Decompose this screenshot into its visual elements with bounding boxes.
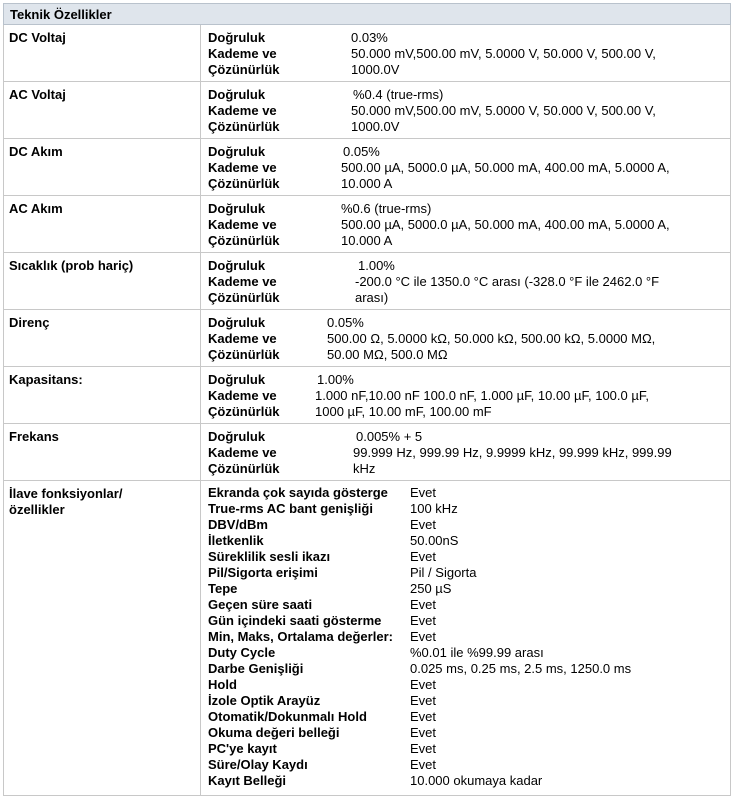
spec-label: Kademe ve xyxy=(208,217,277,232)
spec-label: Kademe ve xyxy=(208,46,277,61)
feature-item xyxy=(201,709,730,725)
spec-value: 0.05% xyxy=(327,315,364,330)
feature-label: DBV/dBm xyxy=(208,517,268,532)
feature-label: Hold xyxy=(208,677,237,692)
feature-value: Evet xyxy=(410,629,437,644)
feature-label: Darbe Genişliği xyxy=(208,661,304,676)
feature-value: Evet xyxy=(410,757,437,772)
spec-line xyxy=(201,461,730,477)
spec-line xyxy=(201,445,730,461)
feature-item xyxy=(201,757,730,773)
spec-label: Kademe ve xyxy=(208,103,277,118)
spec-label: Doğruluk xyxy=(208,144,266,159)
feature-value: %0.01 ile %99.99 arası xyxy=(410,645,544,660)
feature-item xyxy=(201,517,730,533)
spec-line xyxy=(201,46,730,62)
spec-line xyxy=(201,274,730,290)
spec-value: 1000 µF, 10.00 mF, 100.00 mF xyxy=(315,404,492,419)
spec-category: Direnç xyxy=(4,310,201,366)
spec-category: Sıcaklık (prob hariç) xyxy=(4,253,201,309)
table-title: Teknik Özellikler xyxy=(3,3,731,25)
spec-label: Doğruluk xyxy=(208,30,266,45)
spec-line xyxy=(201,30,730,46)
feature-label: Duty Cycle xyxy=(208,645,276,660)
spec-label: Doğruluk xyxy=(208,372,266,387)
feature-value: Evet xyxy=(410,597,437,612)
spec-line xyxy=(201,315,730,331)
feature-label: PC'ye kayıt xyxy=(208,741,277,756)
feature-item xyxy=(201,533,730,549)
features-category-line-2: özellikler xyxy=(9,502,65,517)
feature-label: Okuma değeri belleği xyxy=(208,725,340,740)
feature-label: Otomatik/Dokunmalı Hold xyxy=(208,709,367,724)
feature-value: Evet xyxy=(410,693,437,708)
feature-label: Süreklilik sesli ikazı xyxy=(208,549,331,564)
spec-label: Doğruluk xyxy=(208,429,266,444)
spec-line xyxy=(201,217,730,233)
feature-item xyxy=(201,661,730,677)
feature-label: Ekranda çok sayıda gösterge xyxy=(208,485,388,500)
feature-item xyxy=(201,725,730,741)
feature-item xyxy=(201,773,730,789)
spec-line xyxy=(201,347,730,363)
spec-line xyxy=(201,258,730,274)
spec-row xyxy=(3,196,731,253)
feature-label: Kayıt Belleği xyxy=(208,773,287,788)
spec-line xyxy=(201,144,730,160)
feature-value: Evet xyxy=(410,741,437,756)
spec-label: Kademe ve xyxy=(208,331,277,346)
feature-item xyxy=(201,741,730,757)
spec-value: arası) xyxy=(355,290,389,305)
spec-label: Kademe ve xyxy=(208,388,277,403)
spec-values xyxy=(201,82,730,138)
spec-value: 99.999 Hz, 999.99 Hz, 9.9999 kHz, 99.999 kHz, 999.99 xyxy=(353,445,672,460)
spec-label: Doğruluk xyxy=(208,258,266,273)
spec-value: kHz xyxy=(353,461,376,476)
spec-label: Çözünürlük xyxy=(208,119,280,134)
spec-value: %0.4 (true-rms) xyxy=(353,87,444,102)
spec-label: Çözünürlük xyxy=(208,176,280,191)
spec-value: 0.05% xyxy=(343,144,380,159)
feature-item xyxy=(201,677,730,693)
spec-values xyxy=(201,196,730,252)
spec-values xyxy=(201,367,730,423)
feature-value: 100 kHz xyxy=(410,501,458,516)
spec-values xyxy=(201,139,730,195)
spec-row xyxy=(3,424,731,481)
feature-label: İletkenlik xyxy=(208,533,264,548)
spec-label: Çözünürlük xyxy=(208,233,280,248)
spec-label: Kademe ve xyxy=(208,160,277,175)
spec-value: 10.000 A xyxy=(341,233,393,248)
spec-label: Kademe ve xyxy=(208,445,277,460)
spec-value: 1.000 nF,10.00 nF 100.0 nF, 1.000 µF, 10.00 µF, 100.0 µF, xyxy=(315,388,649,403)
spec-values xyxy=(201,253,730,309)
feature-label: Pil/Sigorta erişimi xyxy=(208,565,318,580)
feature-label: True-rms AC bant genişliği xyxy=(208,501,373,516)
spec-line xyxy=(201,201,730,217)
spec-line xyxy=(201,290,730,306)
spec-line xyxy=(201,160,730,176)
feature-label: Süre/Olay Kaydı xyxy=(208,757,308,772)
spec-row xyxy=(3,367,731,424)
spec-table xyxy=(3,3,731,796)
spec-category: DC Akım xyxy=(4,139,201,195)
feature-item xyxy=(201,613,730,629)
feature-value: Evet xyxy=(410,485,437,500)
spec-category: DC Voltaj xyxy=(4,25,201,81)
feature-item xyxy=(201,485,730,501)
feature-value: 50.00nS xyxy=(410,533,459,548)
spec-line xyxy=(201,176,730,192)
feature-value: 250 µS xyxy=(410,581,452,596)
spec-line xyxy=(201,119,730,135)
features-category-line-1: İlave fonksiyonlar/ xyxy=(9,486,123,501)
features-row xyxy=(3,481,731,796)
spec-category: Frekans xyxy=(4,424,201,480)
feature-label: İzole Optik Arayüz xyxy=(208,693,321,708)
spec-row xyxy=(3,310,731,367)
spec-category: Kapasitans: xyxy=(4,367,201,423)
feature-item xyxy=(201,645,730,661)
spec-value: 50.000 mV,500.00 mV, 5.0000 V, 50.000 V, 500.00 V, xyxy=(351,103,656,118)
spec-category: AC Akım xyxy=(4,196,201,252)
spec-value: %0.6 (true-rms) xyxy=(341,201,432,216)
spec-value: 500.00 µA, 5000.0 µA, 50.000 mA, 400.00 mA, 5.0000 A, xyxy=(341,160,670,175)
features-category xyxy=(4,481,201,795)
spec-label: Çözünürlük xyxy=(208,290,280,305)
spec-label: Çözünürlük xyxy=(208,347,280,362)
spec-line xyxy=(201,87,730,103)
feature-item xyxy=(201,693,730,709)
features-list xyxy=(201,481,730,795)
feature-value: Evet xyxy=(410,549,437,564)
spec-row xyxy=(3,25,731,82)
spec-row xyxy=(3,82,731,139)
spec-value: -200.0 °C ile 1350.0 °C arası (-328.0 °F ile 2462.0 °F xyxy=(355,274,660,289)
feature-value: Evet xyxy=(410,677,437,692)
spec-value: 500.00 Ω, 5.0000 kΩ, 50.000 kΩ, 500.00 kΩ, 5.0000 MΩ, xyxy=(327,331,656,346)
spec-label: Doğruluk xyxy=(208,87,266,102)
feature-label: Geçen süre saati xyxy=(208,597,313,612)
feature-item xyxy=(201,565,730,581)
feature-item xyxy=(201,581,730,597)
spec-line xyxy=(201,404,730,420)
spec-value: 500.00 µA, 5000.0 µA, 50.000 mA, 400.00 mA, 5.0000 A, xyxy=(341,217,670,232)
feature-item xyxy=(201,501,730,517)
spec-value: 0.005% + 5 xyxy=(356,429,423,444)
feature-value: Evet xyxy=(410,709,437,724)
spec-line xyxy=(201,388,730,404)
feature-item xyxy=(201,629,730,645)
feature-value: Evet xyxy=(410,725,437,740)
spec-line xyxy=(201,62,730,78)
spec-label: Çözünürlük xyxy=(208,461,280,476)
spec-rows xyxy=(3,25,731,481)
spec-value: 10.000 A xyxy=(341,176,393,191)
spec-line xyxy=(201,372,730,388)
spec-line xyxy=(201,103,730,119)
spec-value: 1.00% xyxy=(358,258,395,273)
spec-row xyxy=(3,139,731,196)
spec-value: 50.000 mV,500.00 mV, 5.0000 V, 50.000 V, 500.00 V, xyxy=(351,46,656,61)
spec-value: 0.03% xyxy=(351,30,388,45)
spec-line xyxy=(201,233,730,249)
feature-value: Pil / Sigorta xyxy=(410,565,477,580)
spec-label: Doğruluk xyxy=(208,201,266,216)
spec-values xyxy=(201,310,730,366)
feature-value: 10.000 okumaya kadar xyxy=(410,773,543,788)
spec-value: 1000.0V xyxy=(351,119,400,134)
spec-value: 1000.0V xyxy=(351,62,400,77)
feature-value: Evet xyxy=(410,613,437,628)
spec-label: Kademe ve xyxy=(208,274,277,289)
spec-line xyxy=(201,331,730,347)
feature-label: Gün içindeki saati gösterme xyxy=(208,613,382,628)
spec-values xyxy=(201,25,730,81)
spec-label: Çözünürlük xyxy=(208,404,280,419)
spec-value: 50.00 MΩ, 500.0 MΩ xyxy=(327,347,448,362)
spec-values xyxy=(201,424,730,480)
spec-value: 1.00% xyxy=(317,372,354,387)
feature-value: Evet xyxy=(410,517,437,532)
feature-item xyxy=(201,597,730,613)
spec-line xyxy=(201,429,730,445)
feature-item xyxy=(201,549,730,565)
feature-label: Tepe xyxy=(208,581,238,596)
spec-label: Çözünürlük xyxy=(208,62,280,77)
spec-category: AC Voltaj xyxy=(4,82,201,138)
spec-row xyxy=(3,253,731,310)
feature-label: Min, Maks, Ortalama değerler: xyxy=(208,629,393,644)
feature-value: 0.025 ms, 0.25 ms, 2.5 ms, 1250.0 ms xyxy=(410,661,632,676)
spec-label: Doğruluk xyxy=(208,315,266,330)
